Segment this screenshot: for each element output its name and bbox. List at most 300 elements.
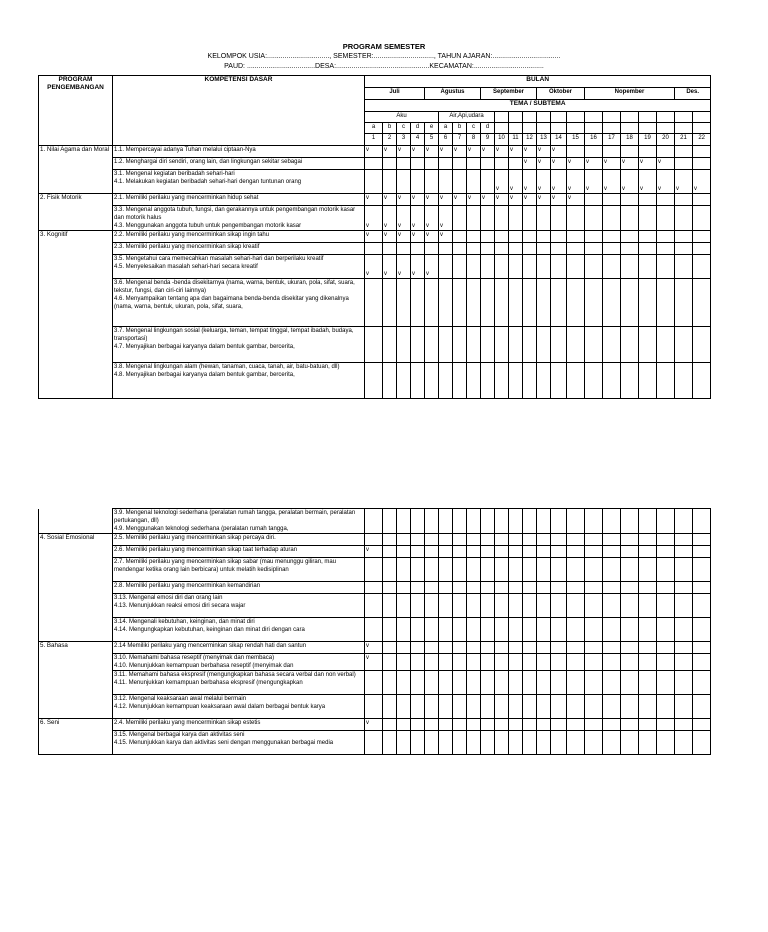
week-mark-cell	[537, 158, 551, 170]
table-row	[39, 695, 711, 719]
program-pengembangan-header: PROGRAM PENGEMBANGAN	[39, 76, 113, 146]
week-mark-cell	[567, 146, 585, 158]
kd-text: 3.7. Mengenal lingkungan sosial (keluarga, teman, tempat tinggal, tempat ibadah, budaya, transportasi)	[114, 328, 354, 342]
week-mark-cell	[693, 231, 711, 243]
program-area-blank	[39, 618, 113, 642]
week-mark-cell	[481, 654, 495, 671]
week-mark-cell	[537, 654, 551, 671]
week-mark-cell	[551, 719, 567, 731]
kd-text: 4.6. Menyampaikan tentang apa dan bagaimana benda-benda disekitar yang dikenalnya (nama, warna, bentuk, ukuran, pola, sifat, suara,	[114, 296, 349, 310]
week-mark-cell	[621, 146, 639, 158]
week-mark-cell	[453, 255, 467, 279]
week-mark-cell	[567, 671, 585, 695]
week-mark-cell	[585, 546, 603, 558]
week-mark-cell	[603, 146, 621, 158]
week-mark-cell	[639, 146, 657, 158]
week-mark-cell	[509, 158, 523, 170]
week-mark-cell	[657, 618, 675, 642]
week-mark-cell	[439, 146, 453, 158]
week-mark-cell	[509, 243, 523, 255]
week-mark-cell	[383, 327, 397, 363]
theme-blank	[621, 112, 639, 123]
week-9: 9	[481, 134, 495, 146]
week-mark-cell	[467, 158, 481, 170]
week-mark-cell	[551, 363, 567, 399]
week-mark-cell	[585, 194, 603, 206]
subtheme-blank	[675, 123, 693, 134]
week-mark-cell	[585, 671, 603, 695]
check-mark: v	[552, 147, 555, 153]
check-mark: v	[510, 195, 513, 201]
week-5: 5	[425, 134, 439, 146]
semester-table-page-1	[38, 75, 711, 399]
table-row	[39, 534, 711, 546]
week-mark-cell	[425, 654, 439, 671]
week-mark-cell	[411, 582, 425, 594]
week-mark-cell	[537, 327, 551, 363]
theme-blank	[693, 112, 711, 123]
week-mark-cell	[603, 558, 621, 582]
subtheme-c: c	[467, 123, 481, 134]
kd-text: 4.5. Menyelesaikan masalah sehari-hari secara kreatif	[114, 264, 258, 270]
week-mark-cell	[639, 534, 657, 546]
week-mark-cell	[411, 642, 425, 654]
check-mark: v	[482, 147, 485, 153]
week-mark-cell	[365, 509, 383, 534]
week-mark-cell	[675, 695, 693, 719]
check-mark: v	[366, 223, 369, 229]
week-mark-cell	[383, 194, 397, 206]
week-mark-cell	[537, 194, 551, 206]
program-area-blank	[39, 546, 113, 558]
week-mark-cell	[567, 509, 585, 534]
week-mark-cell	[693, 509, 711, 534]
week-mark-cell	[675, 146, 693, 158]
week-mark-cell	[585, 558, 603, 582]
week-mark-cell	[397, 194, 411, 206]
week-mark-cell	[411, 255, 425, 279]
week-mark-cell	[693, 170, 711, 194]
table-row	[39, 618, 711, 642]
program-area-blank	[39, 206, 113, 231]
week-mark-cell	[567, 170, 585, 194]
check-mark: v	[510, 147, 513, 153]
week-mark-cell	[383, 243, 397, 255]
week-mark-cell	[365, 231, 383, 243]
kd-text: 1.2. Menghargai diri sendiri, orang lain, dan lingkungan sekitar sebagai	[114, 159, 303, 165]
check-mark: v	[622, 186, 625, 192]
week-mark-cell	[567, 194, 585, 206]
check-mark: v	[496, 195, 499, 201]
check-mark: v	[384, 223, 387, 229]
week-mark-cell	[621, 194, 639, 206]
week-mark-cell	[537, 731, 551, 755]
week-mark-cell	[383, 279, 397, 327]
week-mark-cell	[481, 509, 495, 534]
check-mark: v	[552, 195, 555, 201]
week-mark-cell	[537, 546, 551, 558]
check-mark: v	[398, 195, 401, 201]
week-mark-cell	[567, 618, 585, 642]
week-mark-cell	[365, 671, 383, 695]
week-mark-cell	[567, 558, 585, 582]
week-mark-cell	[585, 642, 603, 654]
week-mark-cell	[567, 719, 585, 731]
check-mark: v	[398, 223, 401, 229]
week-mark-cell	[365, 194, 383, 206]
week-mark-cell	[657, 546, 675, 558]
week-mark-cell	[675, 582, 693, 594]
kompetensi-dasar-cell	[113, 206, 365, 231]
table-row	[39, 558, 711, 582]
week-mark-cell	[603, 719, 621, 731]
week-mark-cell	[411, 509, 425, 534]
check-mark: v	[586, 186, 589, 192]
week-mark-cell	[411, 654, 425, 671]
program-area-cell: 2. Fisik Motorik	[39, 194, 113, 206]
week-mark-cell	[675, 255, 693, 279]
week-mark-cell	[639, 582, 657, 594]
week-mark-cell	[657, 327, 675, 363]
table-row	[39, 594, 711, 618]
week-mark-cell	[365, 719, 383, 731]
week-mark-cell	[693, 558, 711, 582]
week-mark-cell	[365, 327, 383, 363]
week-mark-cell	[693, 642, 711, 654]
week-mark-cell	[567, 255, 585, 279]
week-mark-cell	[551, 206, 567, 231]
week-mark-cell	[425, 558, 439, 582]
table-row	[39, 642, 711, 654]
check-mark: v	[426, 271, 429, 277]
week-mark-cell	[639, 558, 657, 582]
week-mark-cell	[657, 146, 675, 158]
week-mark-cell	[467, 618, 481, 642]
week-mark-cell	[585, 719, 603, 731]
check-mark: v	[366, 643, 369, 649]
week-mark-cell	[639, 642, 657, 654]
week-mark-cell	[523, 327, 537, 363]
week-mark-cell	[439, 642, 453, 654]
theme-blank	[509, 112, 523, 123]
theme-blank	[537, 112, 551, 123]
week-mark-cell	[567, 158, 585, 170]
week-mark-cell	[453, 363, 467, 399]
week-mark-cell	[567, 695, 585, 719]
program-area-blank	[39, 594, 113, 618]
kd-text: 3.15. Mengenal berbagai karya dan aktivitas seni	[114, 732, 245, 738]
week-mark-cell	[495, 231, 509, 243]
week-mark-cell	[639, 363, 657, 399]
week-mark-cell	[537, 243, 551, 255]
check-mark: v	[412, 223, 415, 229]
week-mark-cell	[537, 509, 551, 534]
check-mark: v	[440, 223, 443, 229]
check-mark: v	[524, 147, 527, 153]
week-mark-cell	[495, 158, 509, 170]
week-mark-cell	[365, 146, 383, 158]
program-area-blank	[39, 363, 113, 399]
week-mark-cell	[453, 558, 467, 582]
week-mark-cell	[495, 279, 509, 327]
week-mark-cell	[495, 642, 509, 654]
table-row	[39, 546, 711, 558]
kompetensi-dasar-cell	[113, 671, 365, 695]
check-mark: v	[510, 186, 513, 192]
week-mark-cell	[675, 206, 693, 231]
week-mark-cell	[509, 695, 523, 719]
week-mark-cell	[523, 594, 537, 618]
week-mark-cell	[551, 327, 567, 363]
week-mark-cell	[467, 170, 481, 194]
program-area-blank	[39, 695, 113, 719]
week-mark-cell	[675, 719, 693, 731]
week-mark-cell	[365, 279, 383, 327]
check-mark: v	[384, 271, 387, 277]
theme-blank	[567, 112, 585, 123]
week-mark-cell	[467, 695, 481, 719]
week-mark-cell	[675, 327, 693, 363]
week-mark-cell	[397, 255, 411, 279]
week-mark-cell	[397, 558, 411, 582]
week-mark-cell	[509, 170, 523, 194]
week-mark-cell	[481, 618, 495, 642]
week-mark-cell	[551, 170, 567, 194]
week-mark-cell	[551, 671, 567, 695]
check-mark: v	[604, 159, 607, 165]
subtheme-blank	[537, 123, 551, 134]
week-mark-cell	[567, 546, 585, 558]
week-mark-cell	[397, 534, 411, 546]
check-mark: v	[658, 186, 661, 192]
week-mark-cell	[639, 695, 657, 719]
week-mark-cell	[657, 170, 675, 194]
week-mark-cell	[523, 194, 537, 206]
week-mark-cell	[411, 170, 425, 194]
week-mark-cell	[603, 546, 621, 558]
week-mark-cell	[383, 546, 397, 558]
week-mark-cell	[365, 618, 383, 642]
week-mark-cell	[603, 255, 621, 279]
week-mark-cell	[603, 731, 621, 755]
week-mark-cell	[675, 654, 693, 671]
subtheme-e: e	[425, 123, 439, 134]
week-mark-cell	[621, 582, 639, 594]
kd-text: 4.15. Menunjukkan karya dan aktivitas seni dengan menggunakan berbagai media	[114, 740, 334, 746]
check-mark: v	[640, 186, 643, 192]
week-mark-cell	[621, 719, 639, 731]
week-mark-cell	[397, 231, 411, 243]
week-mark-cell	[481, 206, 495, 231]
kompetensi-dasar-cell	[113, 231, 365, 243]
table-row	[39, 654, 711, 671]
week-mark-cell	[551, 582, 567, 594]
week-mark-cell	[657, 194, 675, 206]
kd-text: 2.1. Memiliki perilaku yang mencerminkan hidup sehat	[114, 195, 259, 201]
table-row	[39, 231, 711, 243]
program-area-blank	[39, 158, 113, 170]
week-mark-cell	[467, 279, 481, 327]
week-16: 16	[585, 134, 603, 146]
week-mark-cell	[467, 719, 481, 731]
check-mark: v	[454, 147, 457, 153]
week-12: 12	[523, 134, 537, 146]
week-2: 2	[383, 134, 397, 146]
week-mark-cell	[481, 231, 495, 243]
program-area-blank	[39, 654, 113, 671]
week-mark-cell	[397, 509, 411, 534]
check-mark: v	[384, 147, 387, 153]
week-mark-cell	[621, 243, 639, 255]
check-mark: v	[440, 195, 443, 201]
week-mark-cell	[567, 327, 585, 363]
kompetensi-dasar-cell	[113, 695, 365, 719]
week-mark-cell	[603, 671, 621, 695]
check-mark: v	[454, 195, 457, 201]
week-mark-cell	[657, 279, 675, 327]
week-mark-cell	[509, 363, 523, 399]
week-mark-cell	[621, 594, 639, 618]
kd-text: 2.6. Memiliki perilaku yang mencerminkan sikap taat terhadap aturan	[114, 547, 298, 553]
week-mark-cell	[657, 509, 675, 534]
week-mark-cell	[693, 618, 711, 642]
week-mark-cell	[509, 231, 523, 243]
week-mark-cell	[495, 594, 509, 618]
week-mark-cell	[439, 654, 453, 671]
week-mark-cell	[453, 170, 467, 194]
table-row	[39, 582, 711, 594]
week-mark-cell	[509, 546, 523, 558]
week-mark-cell	[383, 231, 397, 243]
week-mark-cell	[481, 719, 495, 731]
week-mark-cell	[383, 642, 397, 654]
week-mark-cell	[383, 719, 397, 731]
week-mark-cell	[425, 255, 439, 279]
week-mark-cell	[397, 582, 411, 594]
week-mark-cell	[397, 642, 411, 654]
kompetensi-dasar-cell	[113, 170, 365, 194]
week-mark-cell	[567, 243, 585, 255]
table-row	[39, 327, 711, 363]
week-mark-cell	[693, 731, 711, 755]
week-mark-cell	[495, 618, 509, 642]
subtheme-a: a	[439, 123, 453, 134]
week-mark-cell	[693, 255, 711, 279]
week-21: 21	[675, 134, 693, 146]
week-mark-cell	[551, 731, 567, 755]
week-mark-cell	[639, 194, 657, 206]
week-mark-cell	[453, 194, 467, 206]
week-mark-cell	[509, 534, 523, 546]
week-mark-cell	[495, 170, 509, 194]
table-row	[39, 363, 711, 399]
week-mark-cell	[453, 618, 467, 642]
week-mark-cell	[509, 558, 523, 582]
week-mark-cell	[453, 671, 467, 695]
week-mark-cell	[523, 654, 537, 671]
week-mark-cell	[537, 558, 551, 582]
week-mark-cell	[467, 255, 481, 279]
week-mark-cell	[383, 558, 397, 582]
week-mark-cell	[397, 731, 411, 755]
kompetensi-dasar-cell	[113, 582, 365, 594]
week-mark-cell	[467, 206, 481, 231]
semester-table-continued	[38, 508, 711, 755]
week-mark-cell	[481, 671, 495, 695]
week-mark-cell	[693, 695, 711, 719]
check-mark: v	[552, 186, 555, 192]
week-mark-cell	[383, 582, 397, 594]
check-mark: v	[398, 147, 401, 153]
week-mark-cell	[603, 231, 621, 243]
week-mark-cell	[453, 654, 467, 671]
check-mark: v	[440, 232, 443, 238]
month-des: Des.	[675, 88, 711, 100]
check-mark: v	[496, 147, 499, 153]
week-mark-cell	[495, 558, 509, 582]
week-mark-cell	[621, 654, 639, 671]
week-mark-cell	[365, 731, 383, 755]
check-mark: v	[366, 720, 369, 726]
week-mark-cell	[693, 594, 711, 618]
check-mark: v	[366, 271, 369, 277]
week-mark-cell	[467, 582, 481, 594]
week-mark-cell	[365, 158, 383, 170]
week-mark-cell	[537, 582, 551, 594]
week-mark-cell	[657, 642, 675, 654]
week-mark-cell	[411, 534, 425, 546]
kompetensi-dasar-cell	[113, 146, 365, 158]
check-mark: v	[524, 195, 527, 201]
week-mark-cell	[509, 194, 523, 206]
kd-text: 2.14 Memiliki perilaku yang mencerminkan sikap rendah hati dan santun	[114, 643, 307, 649]
week-mark-cell	[657, 231, 675, 243]
week-mark-cell	[537, 642, 551, 654]
week-mark-cell	[467, 558, 481, 582]
week-mark-cell	[453, 231, 467, 243]
week-mark-cell	[467, 594, 481, 618]
theme-aku: Aku	[365, 112, 439, 123]
week-mark-cell	[657, 594, 675, 618]
week-mark-cell	[639, 158, 657, 170]
week-mark-cell	[495, 363, 509, 399]
week-mark-cell	[603, 194, 621, 206]
kompetensi-dasar-cell	[113, 618, 365, 642]
week-mark-cell	[509, 146, 523, 158]
week-mark-cell	[397, 279, 411, 327]
kompetensi-dasar-cell	[113, 546, 365, 558]
week-mark-cell	[657, 206, 675, 231]
check-mark: v	[426, 223, 429, 229]
week-mark-cell	[551, 558, 567, 582]
week-mark-cell	[585, 363, 603, 399]
check-mark: v	[366, 232, 369, 238]
week-mark-cell	[523, 731, 537, 755]
week-mark-cell	[425, 243, 439, 255]
subtheme-blank	[567, 123, 585, 134]
week-mark-cell	[693, 719, 711, 731]
week-1: 1	[365, 134, 383, 146]
week-mark-cell	[365, 642, 383, 654]
week-mark-cell	[551, 695, 567, 719]
week-mark-cell	[467, 534, 481, 546]
week-mark-cell	[453, 146, 467, 158]
week-mark-cell	[675, 509, 693, 534]
week-mark-cell	[509, 255, 523, 279]
week-mark-cell	[675, 243, 693, 255]
week-mark-cell	[675, 231, 693, 243]
check-mark: v	[426, 232, 429, 238]
